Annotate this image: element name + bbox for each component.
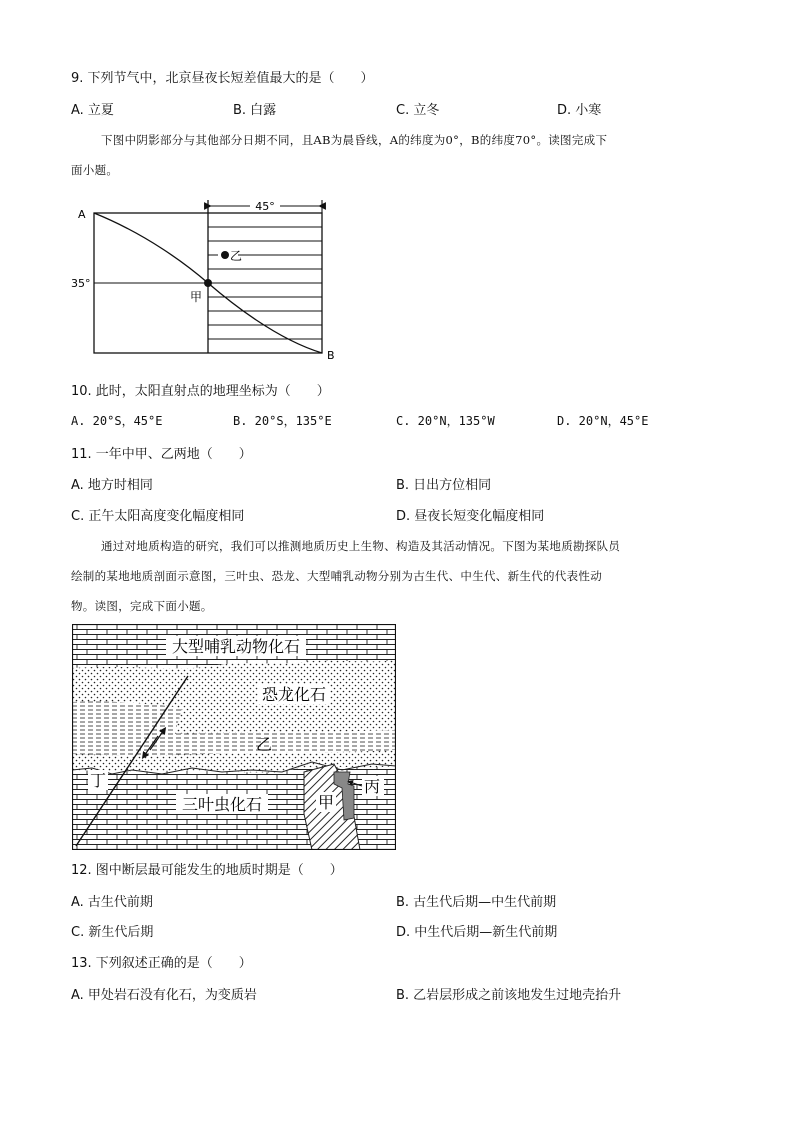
label-yi: 乙 [230, 249, 243, 263]
intro1-line2: 面小题。 [71, 163, 119, 177]
q9-stem: 9. 下列节气中，北京昼夜长短差值最大的是（ ） [71, 71, 374, 86]
label-bing: 丙 [364, 777, 381, 796]
label-35: 35° [71, 277, 91, 290]
q9-option-b: B. 白露 [233, 103, 277, 118]
label-jia: 甲 [318, 793, 335, 812]
point-jia [204, 279, 212, 287]
q10-option-a: A. 20°S，45°E [71, 414, 163, 428]
q11-stem: 11. 一年中甲、乙两地（ ） [71, 447, 252, 462]
label-45: 45° [255, 200, 275, 213]
q11-option-d: D. 昼夜长短变化幅度相同 [396, 509, 545, 524]
q11-option-b: B. 日出方位相同 [396, 478, 492, 493]
label-trilobite: 三叶虫化石 [181, 795, 263, 814]
label-yi: 乙 [256, 735, 273, 754]
q9-option-c: C. 立冬 [396, 103, 440, 118]
q12-option-b: B. 古生代后期—中生代前期 [396, 895, 557, 910]
intro1-line1: 下图中阴影部分与其他部分日期不同，且AB为晨昏线，A的纬度为0°，B的纬度70°。读图完成下 [101, 133, 608, 147]
q11-option-a: A. 地方时相同 [71, 478, 153, 493]
label-a: A [78, 208, 86, 221]
label-jia: 甲 [190, 290, 203, 304]
q13-option-b: B. 乙岩层形成之前该地发生过地壳抬升 [396, 988, 622, 1003]
label-b: B [327, 349, 335, 362]
q10-option-d: D. 20°N，45°E [557, 414, 649, 428]
q9-option-d: D. 小寒 [557, 103, 602, 118]
label-mammal: 大型哺乳动物化石 [171, 637, 301, 656]
q11-option-c: C. 正午太阳高度变化幅度相同 [71, 509, 245, 524]
intro2-line3: 物。读图，完成下面小题。 [71, 599, 213, 613]
label-dinosaur: 恐龙化石 [261, 685, 327, 704]
terminator-figure [66, 194, 346, 364]
intro2-line2: 绘制的某地地质剖面示意图，三叶虫、恐龙、大型哺乳动物分别为古生代、中生代、新生代的代表性动 [71, 569, 602, 583]
q12-stem: 12. 图中断层最可能发生的地质时期是（ ） [71, 863, 343, 878]
shaded-area-hatching [208, 227, 322, 339]
point-yi [221, 251, 229, 259]
label-ding: 丁 [90, 771, 107, 790]
geologic-section-figure [72, 624, 396, 850]
q10-stem: 10. 此时，太阳直射点的地理坐标为（ ） [71, 384, 330, 399]
q13-stem: 13. 下列叙述正确的是（ ） [71, 956, 252, 971]
q12-option-d: D. 中生代后期—新生代前期 [396, 925, 558, 940]
q13-option-a: A. 甲处岩石没有化石，为变质岩 [71, 988, 257, 1003]
q10-option-b: B. 20°S，135°E [233, 414, 332, 428]
q9-option-a: A. 立夏 [71, 103, 114, 118]
intro2-line1: 通过对地质构造的研究，我们可以推测地质历史上生物、构造及其活动情况。下图为某地质勘探队员 [101, 539, 621, 553]
q12-option-a: A. 古生代前期 [71, 895, 153, 910]
q12-option-c: C. 新生代后期 [71, 925, 154, 940]
q10-option-c: C. 20°N，135°W [396, 414, 495, 428]
